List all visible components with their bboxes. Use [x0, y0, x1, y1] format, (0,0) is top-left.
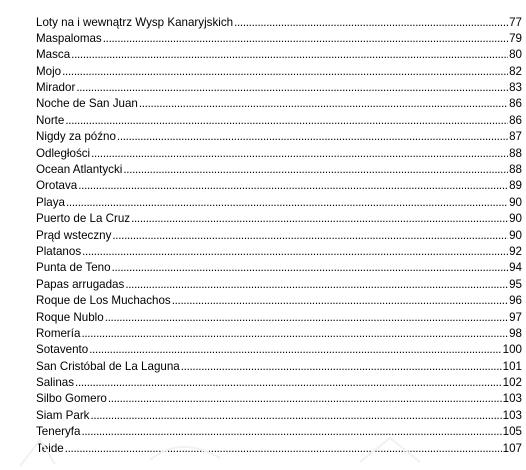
- toc-entry-page-number: 107: [502, 441, 522, 455]
- toc-entry-page-number: 87: [509, 130, 522, 144]
- toc-entry-page-number: 94: [509, 261, 522, 275]
- toc-entry-label: Siam Park: [36, 408, 90, 422]
- toc-entry: [36, 129, 522, 145]
- toc-entry-label: Salinas: [36, 376, 75, 390]
- toc-entry-label: Prąd wsteczny: [36, 228, 112, 242]
- toc-entry-page-number: 90: [509, 195, 522, 209]
- toc-entry-page-number: 79: [509, 31, 522, 45]
- dot-leader: [103, 31, 508, 47]
- toc-entry-page-number: 82: [509, 64, 522, 78]
- toc-entry: [36, 441, 522, 457]
- dot-leader: [89, 342, 501, 358]
- toc-entry-page-number: 88: [509, 163, 522, 177]
- toc-entry-label: Teneryfa: [36, 425, 81, 439]
- toc-entry-page-number: 80: [509, 48, 522, 62]
- toc-entry-page-number: 86: [509, 113, 522, 127]
- toc-entry: [36, 146, 522, 162]
- toc-entry-page-number: 90: [509, 212, 522, 226]
- toc-entry: [36, 162, 522, 178]
- toc-entry: [36, 342, 522, 358]
- toc-entry: [36, 178, 522, 194]
- dot-leader: [117, 129, 508, 145]
- toc-entry-label: Odległości: [36, 146, 91, 160]
- dot-leader: [62, 64, 508, 80]
- dot-leader: [91, 146, 508, 162]
- dot-leader: [131, 211, 508, 227]
- toc-entry-page-number: 89: [509, 179, 522, 193]
- toc-entry: [36, 391, 522, 407]
- toc-entry-page-number: 98: [509, 326, 522, 340]
- toc-entry-label: Nigdy za późno: [36, 130, 116, 144]
- dot-leader: [66, 195, 508, 211]
- toc-entry: [36, 80, 522, 96]
- toc-entry: [36, 375, 522, 391]
- toc-entry-label: Orotava: [36, 179, 78, 193]
- toc-entry-label: Teide: [36, 441, 64, 455]
- toc-entry-page-number: 105: [502, 425, 522, 439]
- toc-entry-label: Playa: [36, 195, 66, 209]
- toc-entry: [36, 96, 522, 112]
- dot-leader: [90, 408, 501, 424]
- toc-entry: [36, 228, 522, 244]
- toc-entry: [36, 260, 522, 276]
- toc-entry: [36, 64, 522, 80]
- dot-leader: [172, 293, 508, 309]
- toc-entry: [36, 113, 522, 129]
- toc-entry-page-number: 95: [509, 277, 522, 291]
- dot-leader: [76, 80, 508, 96]
- toc-entry: [36, 244, 522, 260]
- dot-leader: [81, 424, 501, 440]
- dot-leader: [82, 244, 508, 260]
- toc-entry-label: Ocean Atlantycki: [36, 163, 123, 177]
- toc-entry-label: Mirador: [36, 81, 76, 95]
- toc-entry-page-number: 83: [509, 81, 522, 95]
- dot-leader: [112, 228, 508, 244]
- dot-leader: [78, 178, 508, 194]
- toc-entry-label: Puerto de La Cruz: [36, 212, 131, 226]
- toc-entry-page-number: 90: [509, 228, 522, 242]
- toc-entry-label: Loty na i wewnątrz Wysp Kanaryjskich: [36, 15, 234, 29]
- toc-entry-label: Norte: [36, 113, 65, 127]
- toc-entry-page-number: 77: [509, 15, 522, 29]
- toc-entry: [36, 408, 522, 424]
- toc-entry-page-number: 103: [502, 408, 522, 422]
- dot-leader: [65, 441, 502, 457]
- toc-entry-label: Silbo Gomero: [36, 392, 107, 406]
- toc-entry: [36, 326, 522, 342]
- dot-leader: [81, 326, 508, 342]
- dot-leader: [112, 260, 509, 276]
- toc-entry: [36, 195, 522, 211]
- toc-entry-page-number: 103: [502, 392, 522, 406]
- toc-entry-label: San Cristóbal de La Laguna: [36, 359, 180, 373]
- toc-entry-page-number: 97: [509, 310, 522, 324]
- toc-entry-label: Sotavento: [36, 343, 89, 357]
- toc-entry: [36, 293, 522, 309]
- toc-entry: [36, 31, 522, 47]
- toc-entry-label: Masca: [36, 48, 71, 62]
- toc-entry: [36, 15, 522, 31]
- toc-entry-label: Mojo: [36, 64, 62, 78]
- dot-leader: [105, 310, 508, 326]
- toc-entry: [36, 310, 522, 326]
- dot-leader: [108, 391, 502, 407]
- toc-entry-page-number: 101: [502, 359, 522, 373]
- toc-entry: [36, 424, 522, 440]
- toc-entry-label: Roque de Los Muchachos: [36, 294, 171, 308]
- toc-entry-label: Platanos: [36, 244, 82, 258]
- dot-leader: [181, 359, 502, 375]
- toc-entry: [36, 47, 522, 63]
- toc-entry: [36, 211, 522, 227]
- toc-entry-page-number: 100: [502, 343, 522, 357]
- dot-leader: [75, 375, 502, 391]
- dot-leader: [139, 96, 508, 112]
- toc-entry-page-number: 88: [509, 146, 522, 160]
- toc-entry-label: Noche de San Juan: [36, 97, 138, 111]
- toc-entry: [36, 359, 522, 375]
- toc-entry-page-number: 86: [509, 97, 522, 111]
- toc-entry-label: Romería: [36, 326, 81, 340]
- dot-leader: [234, 15, 508, 31]
- table-of-contents: [36, 15, 522, 458]
- toc-entry-page-number: 96: [509, 294, 522, 308]
- dot-leader: [71, 47, 508, 63]
- toc-entry-label: Roque Nublo: [36, 310, 104, 324]
- toc-entry-label: Papas arrugadas: [36, 277, 125, 291]
- toc-entry-page-number: 102: [502, 376, 522, 390]
- dot-leader: [65, 113, 508, 129]
- dot-leader: [125, 277, 508, 293]
- toc-entry-label: Maspalomas: [36, 31, 102, 45]
- dot-leader: [123, 162, 508, 178]
- toc-entry-label: Punta de Teno: [36, 261, 111, 275]
- toc-entry: [36, 277, 522, 293]
- toc-entry-page-number: 92: [509, 244, 522, 258]
